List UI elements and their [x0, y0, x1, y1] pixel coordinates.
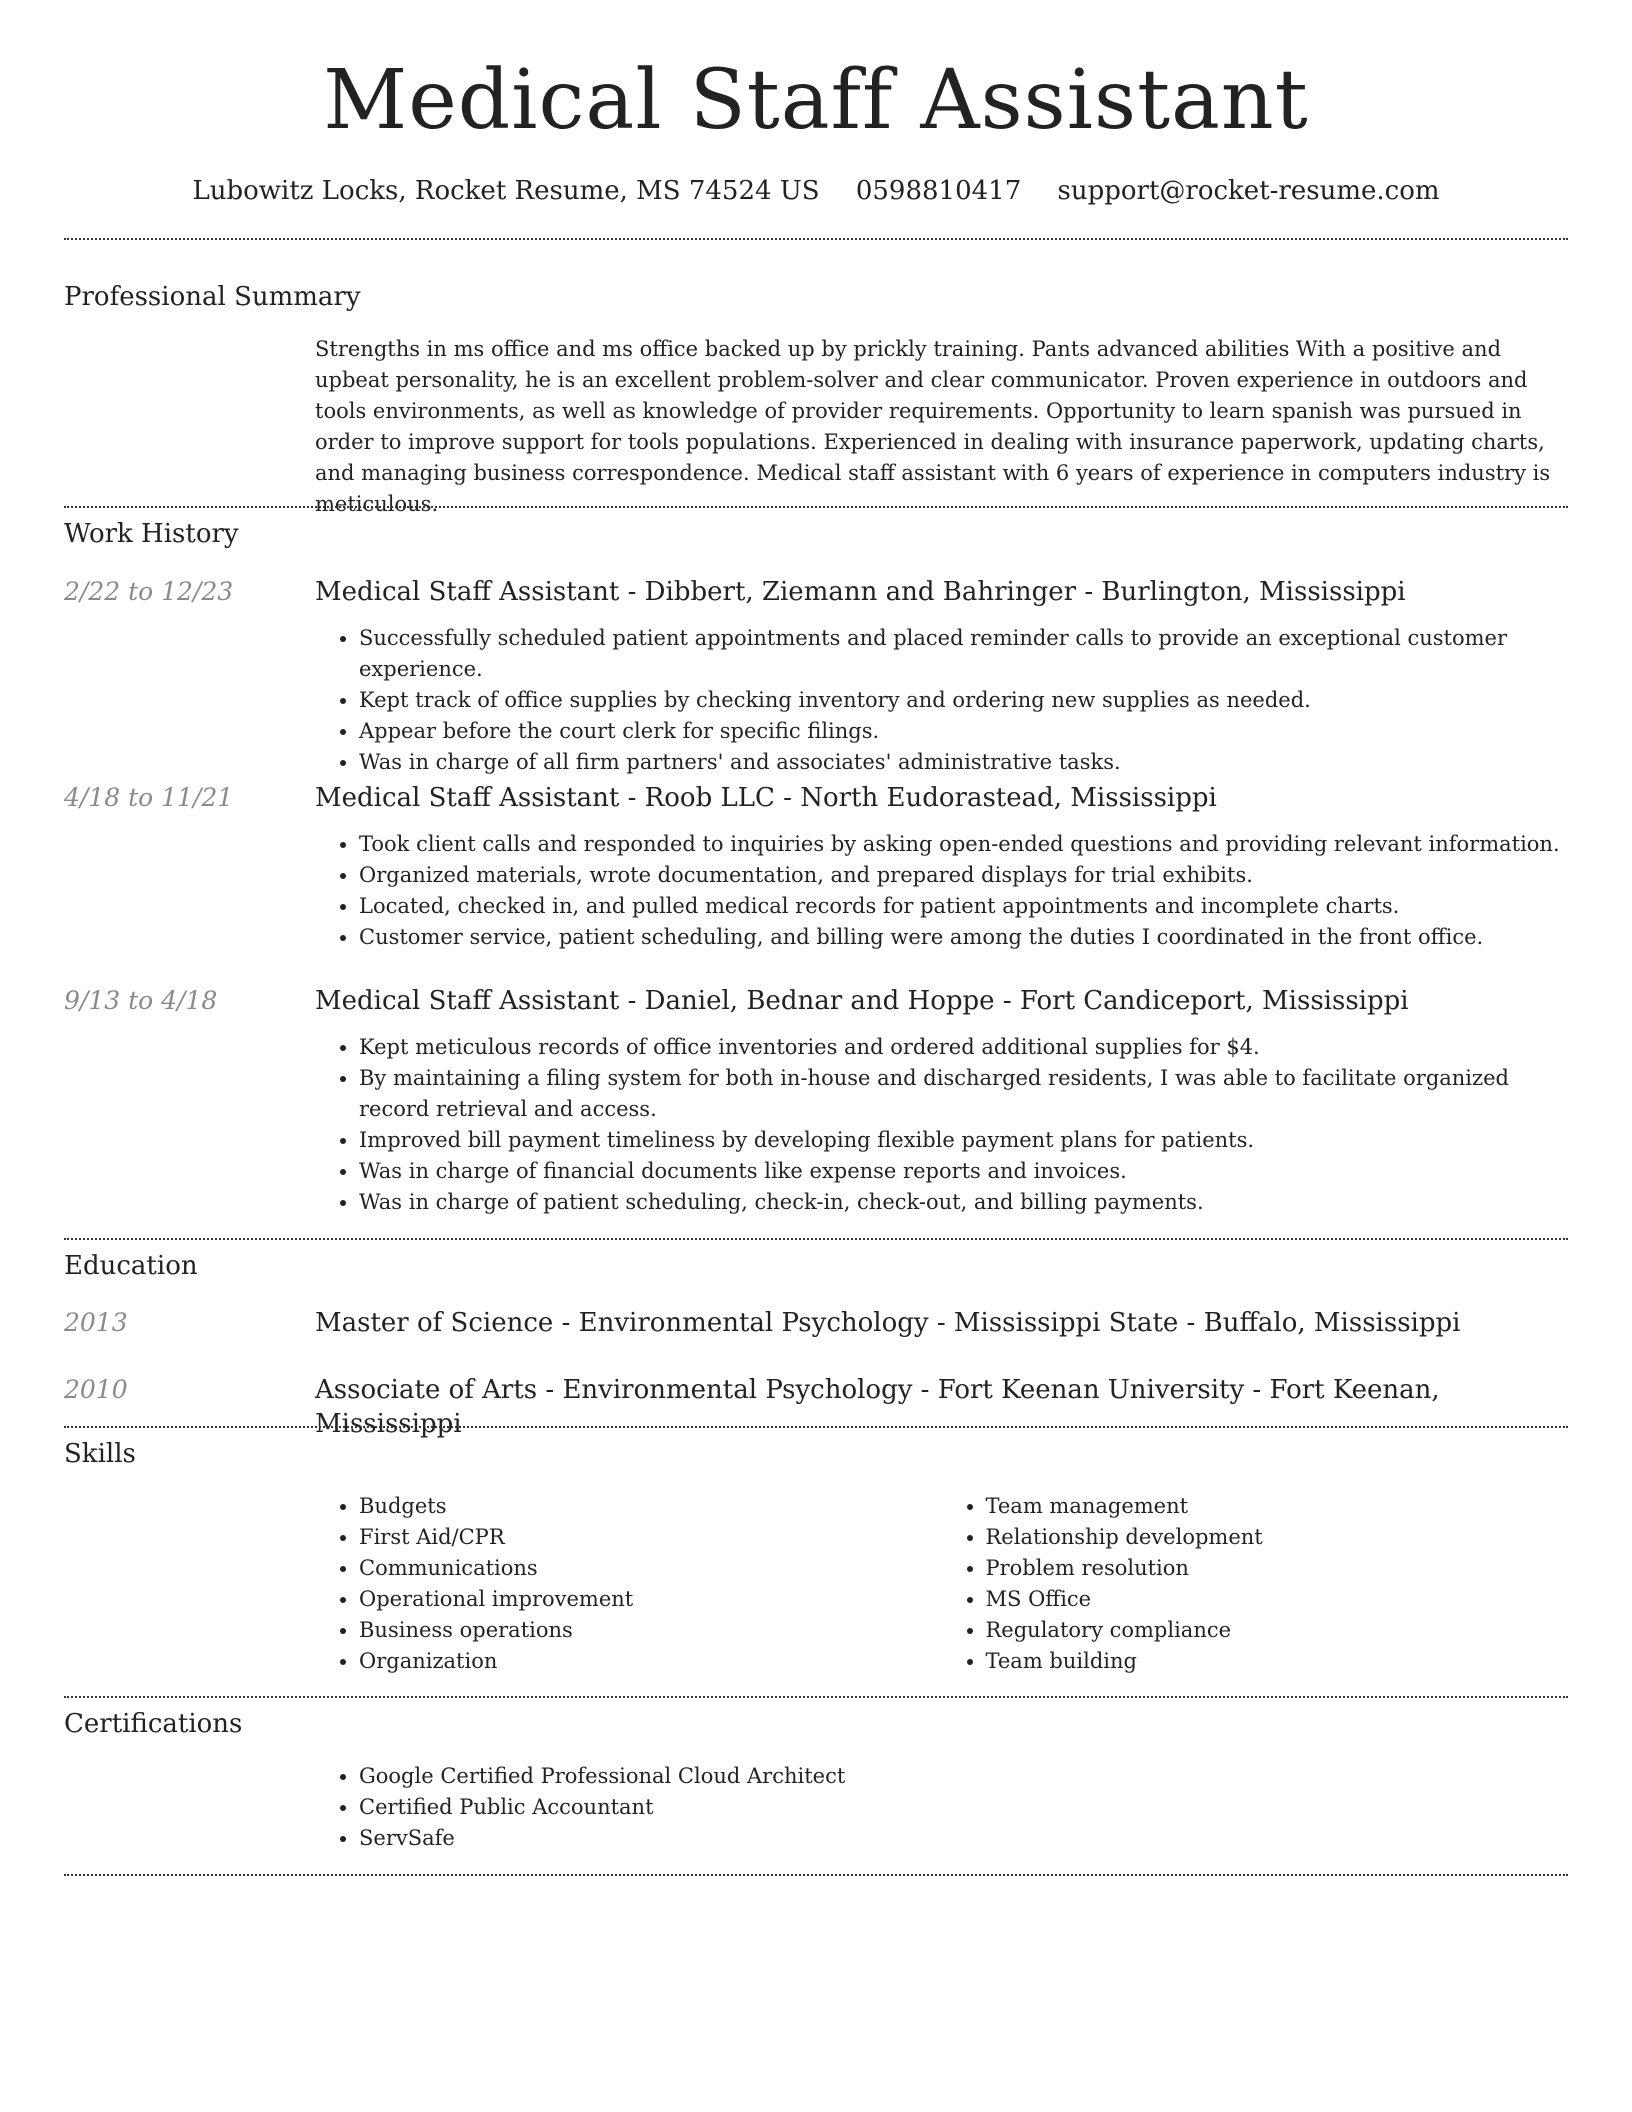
- job-title: Medical Staff Assistant - Dibbert, Ziemann and Bahringer - Burlington, Mississippi: [315, 577, 1406, 607]
- skill-item: • Communications: [359, 1553, 942, 1584]
- job-bullet: • Successfully scheduled patient appointments and placed reminder calls to provide an exceptional customer experience.: [359, 623, 1568, 685]
- education-entry: [64, 1373, 1568, 1441]
- work-history-heading: Work History: [64, 519, 239, 549]
- contact-email: support@rocket-resume.com: [1057, 176, 1440, 206]
- certifications-list: [315, 1761, 1568, 1854]
- section-divider: [64, 1874, 1568, 1876]
- summary-text: Strengths in ms office and ms office backed up by prickly training. Pants advanced abilities With a positive and upbeat personality, he is an excellent problem-solver and clear communicator. Proven experience in outdoors and tools environments, as well as knowledge of provider requirements. Opportunity to learn spanish was pursued in order to improve support for tools populations. Experienced in dealing with insurance paperwork, updating charts, and managing business correspondence. Medical staff assistant with 6 years of experience in computers industry is meticulous.: [315, 337, 1551, 516]
- job-bullet: • Organized materials, wrote documentation, and prepared displays for trial exhibits.: [359, 860, 1568, 891]
- certification-item: • Certified Public Accountant: [359, 1792, 1568, 1823]
- job-bullets: [315, 623, 1568, 778]
- skill-item: • Regulatory compliance: [986, 1615, 1569, 1646]
- contact-phone: 0598810417: [855, 176, 1022, 206]
- section-divider: [64, 1238, 1568, 1240]
- contact-line: [0, 174, 1632, 208]
- job-bullet: • Kept meticulous records of office inventories and ordered additional supplies for $4.: [359, 1032, 1568, 1063]
- summary-section: [64, 280, 1568, 520]
- candidate-name: Medical Staff Assistant: [323, 53, 1309, 148]
- education-entry: [64, 1306, 1568, 1340]
- contact-address: Lubowitz Locks, Rocket Resume, MS 74524 US: [192, 176, 820, 206]
- job-bullet: • Improved bill payment timeliness by developing flexible payment plans for patients.: [359, 1125, 1568, 1156]
- job-bullets: [315, 1032, 1568, 1218]
- education-section: [64, 1249, 1568, 1283]
- skill-item: • Problem resolution: [986, 1553, 1569, 1584]
- work-history-section: [64, 517, 1568, 551]
- job-bullet: • By maintaining a filing system for both in-house and discharged residents, I was able to facilitate organized record retrieval and access.: [359, 1063, 1568, 1125]
- skill-item: • MS Office: [986, 1584, 1569, 1615]
- skills-section: [64, 1437, 1568, 1677]
- job-title: Medical Staff Assistant - Roob LLC - North Eudorastead, Mississippi: [315, 783, 1217, 813]
- certifications-section: [64, 1707, 1568, 1854]
- job-bullets: [315, 829, 1568, 953]
- certifications-heading: Certifications: [64, 1709, 243, 1739]
- skill-item: • Organization: [359, 1646, 942, 1677]
- job-entry: [64, 575, 1568, 778]
- job-bullet: • Kept track of office supplies by checking inventory and ordering new supplies as needed.: [359, 685, 1568, 716]
- job-dates: 4/18 to 11/21: [64, 783, 234, 812]
- skill-item: • Budgets: [359, 1491, 942, 1522]
- job-bullet: • Located, checked in, and pulled medical records for patient appointments and incomplete charts.: [359, 891, 1568, 922]
- job-bullet: • Was in charge of all firm partners' and associates' administrative tasks.: [359, 747, 1568, 778]
- job-dates: 9/13 to 4/18: [64, 986, 218, 1015]
- certification-item: • ServSafe: [359, 1823, 1568, 1854]
- section-divider: [64, 506, 1568, 508]
- education-year: 2013: [64, 1308, 128, 1337]
- section-divider: [64, 238, 1568, 240]
- job-bullet: • Was in charge of patient scheduling, check-in, check-out, and billing payments.: [359, 1187, 1568, 1218]
- education-heading: Education: [64, 1251, 198, 1281]
- skills-grid: [315, 1491, 1568, 1677]
- skill-item: • Business operations: [359, 1615, 942, 1646]
- section-divider: [64, 1696, 1568, 1698]
- certification-item: • Google Certified Professional Cloud Architect: [359, 1761, 1568, 1792]
- skill-item: • Relationship development: [986, 1522, 1569, 1553]
- skills-list-right: [942, 1491, 1569, 1677]
- skills-heading: Skills: [64, 1439, 136, 1469]
- education-year: 2010: [64, 1375, 128, 1404]
- section-divider: [64, 1426, 1568, 1428]
- skill-item: • Team management: [986, 1491, 1569, 1522]
- job-bullet: • Was in charge of financial documents like expense reports and invoices.: [359, 1156, 1568, 1187]
- job-bullet: • Took client calls and responded to inquiries by asking open-ended questions and providing relevant information.: [359, 829, 1568, 860]
- job-entry: [64, 984, 1568, 1218]
- job-bullet: • Appear before the court clerk for specific filings.: [359, 716, 1568, 747]
- education-degree: Master of Science - Environmental Psychology - Mississippi State - Buffalo, Mississippi: [315, 1308, 1461, 1338]
- job-title: Medical Staff Assistant - Daniel, Bednar and Hoppe - Fort Candiceport, Mississippi: [315, 986, 1409, 1016]
- skill-item: • First Aid/CPR: [359, 1522, 942, 1553]
- skills-list-left: [315, 1491, 942, 1677]
- job-bullet: • Customer service, patient scheduling, and billing were among the duties I coordinated in the front office.: [359, 922, 1568, 953]
- summary-heading: Professional Summary: [64, 282, 361, 312]
- skill-item: • Operational improvement: [359, 1584, 942, 1615]
- job-entry: [64, 781, 1568, 953]
- resume-header: [0, 0, 1632, 208]
- education-degree: Associate of Arts - Environmental Psychology - Fort Keenan University - Fort Keenan, Mississippi: [315, 1375, 1440, 1439]
- job-dates: 2/22 to 12/23: [64, 577, 234, 606]
- skill-item: • Team building: [986, 1646, 1569, 1677]
